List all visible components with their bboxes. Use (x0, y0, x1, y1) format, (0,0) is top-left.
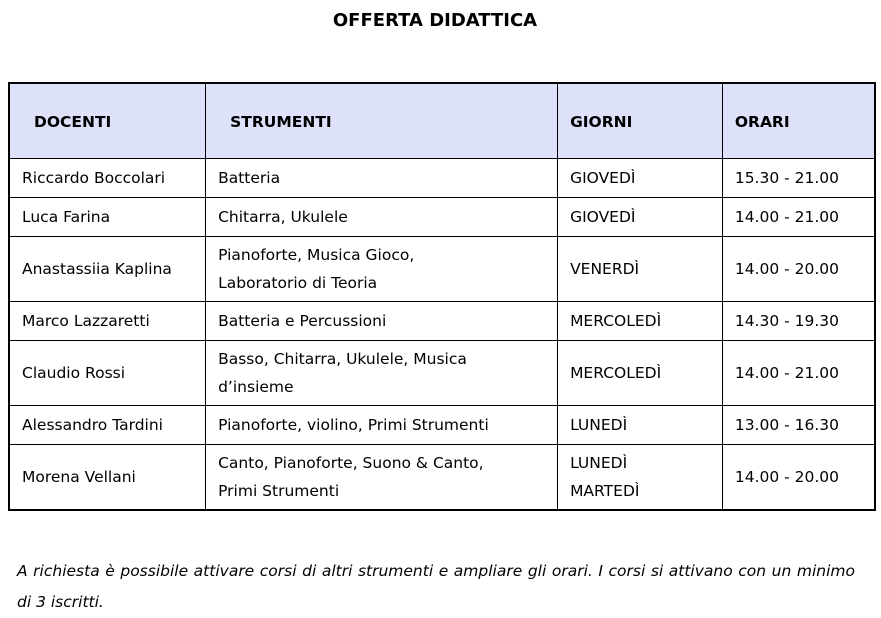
strumenti-line: Laboratorio di Teoria (218, 274, 378, 292)
table-header-row (9, 83, 875, 159)
footnote: A richiesta è possibile attivare corsi di altri strumenti e ampliare gli orari. I corsi si attivano con un minimo di 3 iscritti. (17, 562, 855, 611)
offer-table (8, 82, 876, 511)
table-row (9, 341, 875, 406)
header-orari: ORARI (722, 83, 875, 159)
docente-cell: Marco Lazzaretti (9, 302, 206, 341)
table-row (9, 302, 875, 341)
giorno-line: LUNEDÌ (570, 416, 628, 434)
orari-cell: 15.30 - 21.00 (722, 159, 875, 198)
table-row (9, 445, 875, 511)
giorno-line: GIOVEDÌ (570, 169, 636, 187)
header-docenti: DOCENTI (9, 83, 206, 159)
page-title: OFFERTA DIDATTICA (332, 10, 538, 31)
strumenti-cell (206, 237, 558, 302)
giorno-line: MARTEDÌ (570, 482, 640, 500)
strumenti-cell (206, 198, 558, 237)
giorno-line: MERCOLEDÌ (570, 364, 662, 382)
docente-cell: Alessandro Tardini (9, 406, 206, 445)
table-row (9, 237, 875, 302)
strumenti-line: Canto, Pianoforte, Suono & Canto, (218, 454, 484, 472)
docente-cell: Morena Vellani (9, 445, 206, 511)
table-row (9, 198, 875, 237)
strumenti-line: Chitarra, Ukulele (218, 208, 348, 226)
orari-cell: 14.00 - 20.00 (722, 237, 875, 302)
giorni-cell (558, 445, 723, 511)
giorni-cell (558, 302, 723, 341)
docente-cell: Anastassiia Kaplina (9, 237, 206, 302)
strumenti-cell (206, 159, 558, 198)
table-row (9, 159, 875, 198)
strumenti-line: Batteria e Percussioni (218, 312, 387, 330)
strumenti-cell (206, 341, 558, 406)
orari-cell: 14.00 - 20.00 (722, 445, 875, 511)
docente-cell: Luca Farina (9, 198, 206, 237)
giorno-line: LUNEDÌ (570, 454, 628, 472)
strumenti-line: Pianoforte, Musica Gioco, (218, 246, 415, 264)
orari-cell: 14.30 - 19.30 (722, 302, 875, 341)
table-row (9, 406, 875, 445)
orari-cell: 14.00 - 21.00 (722, 341, 875, 406)
strumenti-line: Batteria (218, 169, 281, 187)
header-strumenti: STRUMENTI (206, 83, 558, 159)
strumenti-cell (206, 445, 558, 511)
giorni-cell (558, 159, 723, 198)
header-giorni: GIORNI (558, 83, 723, 159)
strumenti-cell (206, 406, 558, 445)
orari-cell: 13.00 - 16.30 (722, 406, 875, 445)
strumenti-line: Pianoforte, violino, Primi Strumenti (218, 416, 489, 434)
giorno-line: GIOVEDÌ (570, 208, 636, 226)
orari-cell: 14.00 - 21.00 (722, 198, 875, 237)
strumenti-line: d’insieme (218, 378, 294, 396)
strumenti-line: Basso, Chitarra, Ukulele, Musica (218, 350, 467, 368)
docente-cell: Claudio Rossi (9, 341, 206, 406)
strumenti-cell (206, 302, 558, 341)
docente-cell: Riccardo Boccolari (9, 159, 206, 198)
giorni-cell (558, 198, 723, 237)
giorni-cell (558, 406, 723, 445)
giorno-line: VENERDÌ (570, 260, 640, 278)
giorni-cell (558, 341, 723, 406)
giorni-cell (558, 237, 723, 302)
strumenti-line: Primi Strumenti (218, 482, 340, 500)
giorno-line: MERCOLEDÌ (570, 312, 662, 330)
